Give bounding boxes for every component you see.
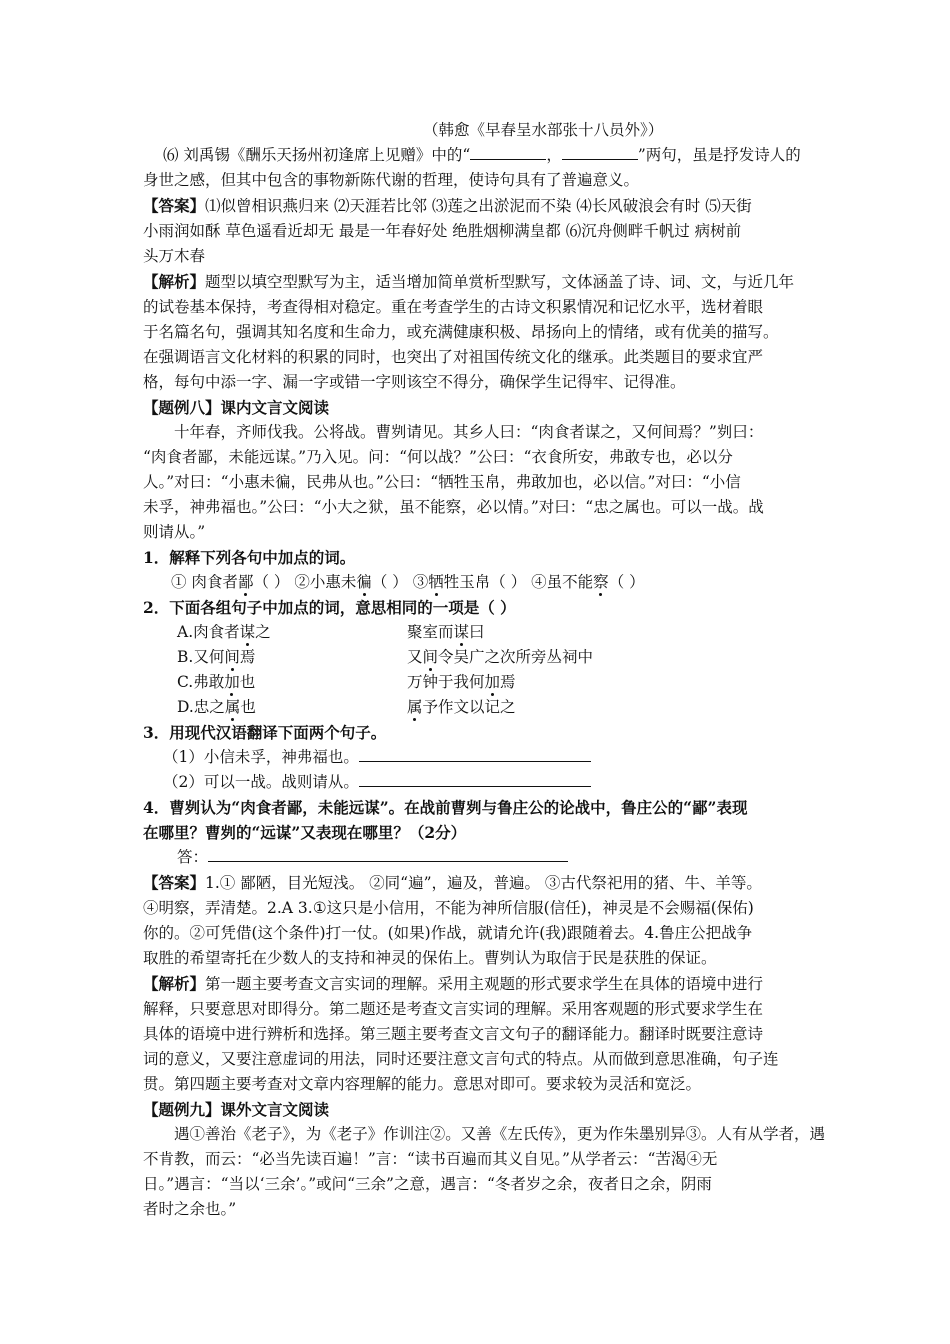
answer-line: 头万木春 [143,247,206,265]
option-c: C.弗敢加也 万钟于我何加焉 [177,673,516,691]
question-6: ⑹ 刘禹锡《酬乐天扬州初逢席上见赠》中的“ ， ”两句，虽是抒发诗人的 [143,143,814,168]
question-3-1: （1）小信未孚，神弗福也。 [143,745,814,770]
analysis-line: 贯。第四题主要考查对文章内容理解的能力。意思对即可。要求较为灵活和宽泛。 [143,1075,702,1093]
analysis-line: 在强调语言文化材料的积累的同时，也突出了对祖国传统文化的继承。此类题目的要求宜严 [143,348,764,366]
example-8-title: 【题例八】课内文言文阅读 [143,398,330,417]
answer-line: 取胜的希望寄托在少数人的支持和神灵的保佑上。曹刿认为取信于民是获胜的保证。 [143,949,717,967]
question-1: 1．解释下列各句中加点的词。 [143,548,356,567]
answer-section-7: 【答案】⑴似曾相识燕归来 ⑵天涯若比邻 ⑶莲之出淤泥而不染 ⑷长风破浪会有时 ⑸天街 [143,196,752,215]
passage-line: 日。”遇言：“当以‘三余’。”或问“三余”之意，遇言：“冬者岁之余，夜者日之余，阴雨 [143,1175,712,1193]
question-4-answer: 答： [143,845,814,870]
answer-blank[interactable] [359,745,591,762]
passage-line: 不肯教，而云：“必当先读百遍！”言：“读书百遍而其义自见。”从学者云：“苦渴④无 [143,1150,718,1168]
analysis-line: 解释，只要意思对即得分。第二题还是考查文言实词的理解。采用客观题的形式要求学生在 [143,1000,764,1018]
option-a: A.肉食者谋之 聚室而谋曰 [177,623,485,641]
option-b: B.又何间焉 又间令吴广之次所旁丛祠中 [177,648,594,666]
answer-label: 【答案】 [143,196,206,215]
dotted-char: 间 [422,648,439,666]
analysis-section-8: 【解析】第一题主要考查文言实词的理解。采用主观题的形式要求学生在具体的语境中进行 [143,974,764,993]
analysis-label: 【解析】 [143,974,206,993]
dotted-char: 间 [224,648,240,666]
analysis-section-7: 【解析】题型以填空型默写为主，适当增加简单赏析型默写，文体涵盖了诗、词、文，与近几年 [143,272,795,291]
question-2: 2．下面各组句子中加点的词，意思相同的一项是（ ） [143,598,516,617]
analysis-line: 的试卷基本保持，考查得相对稳定。重在考查学生的古诗文积累情况和记忆水平，选材着眼 [143,298,764,316]
analysis-label: 【解析】 [143,272,206,291]
question-3: 3．用现代汉语翻译下面两个句子。 [143,723,387,742]
answer-line: ④明察，弄清楚。2.A 3.①这只是小信用，不能为神所信服(信任)，神灵是不会赐福(保佑) [143,899,754,917]
dotted-char: 谋 [453,623,470,641]
option-d: D.忠之属也 属予作文以记之 [177,698,516,716]
question-4-cont: 在哪里？曹刿的“远谋”又表现在哪里？（2分） [143,823,467,842]
dotted-char: 属 [407,698,423,716]
passage-line: 则请从。” [143,523,206,541]
dotted-char: 加 [484,673,501,691]
answer-label: 【答案】 [143,873,206,892]
poem-citation: （韩愈《早春呈水部张十八员外》） [423,121,664,139]
analysis-line: 具体的语境中进行辨析和选择。第三题主要考查文言文句子的翻译能力。翻译时既要注意诗 [143,1025,764,1043]
analysis-line: 于名篇名句，强调其知名度和生命力，或充满健康积极、昂扬向上的情绪，或有优美的描写。 [143,323,779,341]
passage-line: 未孚，神弗福也。”公曰：“小大之狱，虽不能察，必以情。”对曰：“忠之属也。可以一战。战 [143,498,764,516]
analysis-line: 格，每句中添一字、漏一字或错一字则该空不得分，确保学生记得牢、记得准。 [143,373,686,391]
passage-line: 者时之余也。” [143,1200,237,1218]
passage-line: 遇①善治《老子》，为《老子》作训注②。又善《左氏传》，更为作朱墨别异③。人有从学者，遇 [174,1125,826,1143]
answer-section-8: 【答案】1.① 鄙陋，目光短浅。 ②同“遍”，遍及，普遍。 ③古代祭祀用的猪、牛、羊等。 [143,873,762,892]
dotted-char: 谋 [239,623,256,641]
dotted-char: 牺 [428,573,444,591]
analysis-line: 词的意义，又要注意虚词的用法，同时还要注意文言句式的特点。从而做到意思准确，句子连 [143,1050,779,1068]
fill-blank-1[interactable] [470,143,546,160]
dotted-char: 察 [593,573,609,591]
question-4: 4．曹刿认为“肉食者鄙，未能远谋”。在战前曹刿与鲁庄公的论战中，鲁庄公的“鄙”表现 [143,798,748,817]
dotted-char: 徧 [356,573,372,591]
answer-line: 你的。②可凭借(这个条件)打一仗。(如果)作战，就请允许(我)跟随着去。4.鲁庄公把战争 [143,924,753,942]
question-6-cont: 身世之感，但其中包含的事物新陈代谢的哲理，使诗句具有了普遍意义。 [143,171,640,189]
question-3-2: （2）可以一战。战则请从。 [143,770,814,795]
example-9-title: 【题例九】课外文言文阅读 [143,1100,330,1119]
question-1-items: ① 肉食者鄙（ ） ②小惠未徧（ ） ③牺牲玉帛（ ） ④虽不能察（ ） [171,573,645,591]
dotted-char: 加 [224,673,240,691]
passage-line: 十年春，齐师伐我。公将战。曹刿请见。其乡人曰：“肉食者谋之，又何间焉？”刿曰： [174,423,764,441]
answer-blank[interactable] [208,845,568,862]
dotted-char: 鄙 [237,573,254,591]
passage-line: “肉食者鄙，未能远谋。”乃入见。问：“何以战？”公曰：“衣食所安，弗敢专也，必以分 [143,448,733,466]
dotted-char: 属 [224,698,241,716]
passage-line: 人。”对曰：“小惠未徧，民弗从也。”公曰：“牺牲玉帛，弗敢加也，必以信。”对曰：“小信 [143,473,741,491]
answer-line: 小雨润如酥 草色遥看近却无 最是一年春好处 绝胜烟柳满皇都 ⑹沉舟侧畔千帆过 病树前 [143,222,742,240]
answer-blank[interactable] [359,770,591,787]
fill-blank-2[interactable] [562,143,638,160]
